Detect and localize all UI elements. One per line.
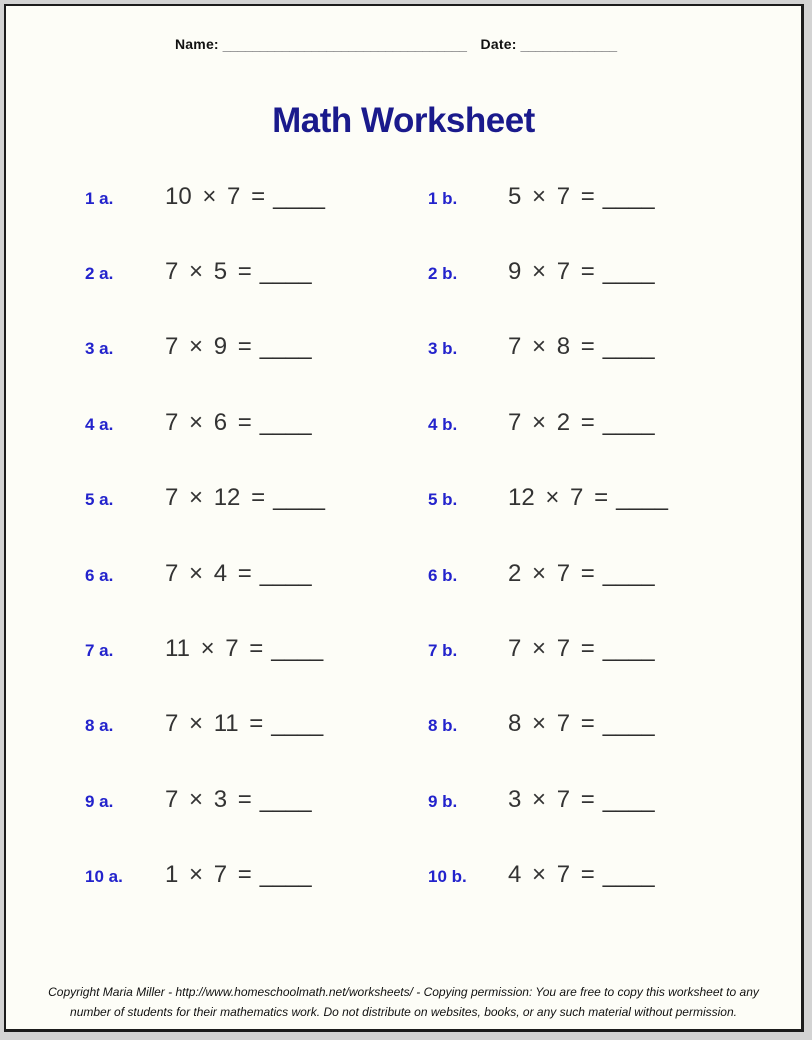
answer-blank[interactable]: ____ bbox=[259, 258, 312, 286]
problem-number: 8 b. bbox=[428, 716, 458, 736]
answer-blank[interactable]: ____ bbox=[602, 408, 655, 436]
worksheet-page bbox=[4, 4, 804, 1032]
problem-2b bbox=[428, 258, 654, 286]
answer-blank[interactable]: ____ bbox=[602, 635, 655, 663]
problem-row-6 bbox=[6, 536, 801, 611]
problem-expression: 7 × 9 = bbox=[165, 333, 252, 361]
problem-3b bbox=[428, 333, 654, 361]
problem-3a bbox=[85, 333, 311, 361]
answer-blank[interactable]: ____ bbox=[602, 333, 655, 361]
problem-number: 3 a. bbox=[85, 339, 114, 359]
copyright-line-2: number of students for their mathematics work. Do not distribute on websites, books, or any such material without permission. bbox=[70, 1005, 737, 1019]
answer-blank[interactable]: ____ bbox=[602, 182, 655, 210]
problem-4b bbox=[428, 409, 654, 437]
answer-blank[interactable]: ____ bbox=[259, 333, 312, 361]
problem-expression: 5 × 7 = bbox=[508, 182, 595, 210]
problem-expression: 2 × 7 = bbox=[508, 559, 595, 587]
problem-row-5 bbox=[6, 461, 801, 536]
answer-blank[interactable]: ____ bbox=[616, 484, 668, 512]
problem-expression: 7 × 8 = bbox=[508, 333, 595, 361]
problem-number: 1 b. bbox=[428, 188, 458, 208]
problem-expression: 7 × 2 = bbox=[508, 408, 595, 436]
problem-6a bbox=[85, 560, 311, 588]
answer-blank[interactable]: ____ bbox=[271, 710, 323, 738]
date-label: Date: bbox=[480, 36, 517, 52]
problem-expression: 7 × 11 = bbox=[165, 710, 264, 738]
answer-blank[interactable]: ____ bbox=[273, 484, 325, 512]
problem-expression: 7 × 7 = bbox=[508, 635, 595, 663]
problem-number: 9 b. bbox=[428, 791, 458, 811]
name-date-header bbox=[175, 36, 617, 52]
problem-1a bbox=[85, 183, 324, 211]
problem-row-3 bbox=[6, 310, 801, 385]
problem-expression: 1 × 7 = bbox=[165, 861, 252, 889]
problem-number: 7 a. bbox=[85, 641, 114, 661]
problem-expression: 9 × 7 = bbox=[508, 258, 595, 286]
problem-4a bbox=[85, 409, 311, 437]
problem-number: 7 b. bbox=[428, 641, 458, 661]
problem-number: 8 a. bbox=[85, 716, 114, 736]
problem-row-10 bbox=[6, 838, 801, 913]
answer-blank[interactable]: ____ bbox=[273, 182, 325, 210]
problem-number: 4 b. bbox=[428, 414, 458, 434]
problem-number: 6 b. bbox=[428, 565, 458, 585]
problem-row-8 bbox=[6, 687, 801, 762]
problem-number: 2 b. bbox=[428, 264, 458, 284]
answer-blank[interactable]: ____ bbox=[271, 635, 323, 663]
problem-10a bbox=[85, 861, 311, 889]
problem-number: 4 a. bbox=[85, 414, 114, 434]
problem-5b bbox=[428, 484, 667, 512]
problem-expression: 7 × 4 = bbox=[165, 559, 252, 587]
problem-number: 1 a. bbox=[85, 188, 114, 208]
problem-row-7 bbox=[6, 611, 801, 686]
problem-number: 9 a. bbox=[85, 791, 114, 811]
date-fill-line[interactable]: _____________ bbox=[520, 36, 617, 52]
problem-number: 5 b. bbox=[428, 490, 458, 510]
problem-9a bbox=[85, 786, 311, 814]
answer-blank[interactable]: ____ bbox=[602, 785, 655, 813]
problem-9b bbox=[428, 786, 654, 814]
problem-7b bbox=[428, 635, 654, 663]
page-title: Math Worksheet bbox=[272, 101, 535, 140]
answer-blank[interactable]: ____ bbox=[259, 408, 312, 436]
problem-expression: 8 × 7 = bbox=[508, 710, 595, 738]
answer-blank[interactable]: ____ bbox=[602, 258, 655, 286]
name-fill-line[interactable]: _________________________________ bbox=[222, 36, 467, 52]
problem-row-2 bbox=[6, 234, 801, 309]
problem-expression: 10 × 7 = bbox=[165, 182, 266, 210]
problem-expression: 4 × 7 = bbox=[508, 861, 595, 889]
problem-expression: 11 × 7 = bbox=[165, 635, 264, 663]
problem-7a bbox=[85, 635, 323, 663]
problem-expression: 7 × 6 = bbox=[165, 408, 252, 436]
answer-blank[interactable]: ____ bbox=[259, 861, 312, 889]
problem-number: 2 a. bbox=[85, 264, 114, 284]
problem-row-1 bbox=[6, 159, 801, 234]
problem-2a bbox=[85, 258, 311, 286]
problem-8b bbox=[428, 710, 654, 738]
problem-row-9 bbox=[6, 762, 801, 837]
problem-expression: 7 × 3 = bbox=[165, 785, 252, 813]
problem-6b bbox=[428, 560, 654, 588]
answer-blank[interactable]: ____ bbox=[259, 559, 312, 587]
answer-blank[interactable]: ____ bbox=[602, 559, 655, 587]
copyright-footer bbox=[6, 982, 801, 1022]
problem-expression: 7 × 12 = bbox=[165, 484, 266, 512]
problem-10b bbox=[428, 861, 654, 889]
problem-expression: 7 × 5 = bbox=[165, 258, 252, 286]
problem-number: 6 a. bbox=[85, 565, 114, 585]
answer-blank[interactable]: ____ bbox=[602, 710, 655, 738]
answer-blank[interactable]: ____ bbox=[259, 785, 312, 813]
problem-number: 3 b. bbox=[428, 339, 458, 359]
problem-number: 10 b. bbox=[428, 867, 467, 887]
problem-number: 5 a. bbox=[85, 490, 114, 510]
problem-8a bbox=[85, 710, 323, 738]
problem-1b bbox=[428, 183, 654, 211]
problem-expression: 12 × 7 = bbox=[508, 484, 609, 512]
problem-expression: 3 × 7 = bbox=[508, 785, 595, 813]
problem-number: 10 a. bbox=[85, 867, 123, 887]
problem-list bbox=[6, 159, 801, 913]
problem-5a bbox=[85, 484, 324, 512]
problem-row-4 bbox=[6, 385, 801, 460]
copyright-line-1: Copyright Maria Miller - http://www.homeschoolmath.net/worksheets/ - Copying permission: You are free to copy this worksheet to any bbox=[48, 985, 759, 999]
name-label: Name: bbox=[175, 36, 219, 52]
answer-blank[interactable]: ____ bbox=[602, 861, 655, 889]
